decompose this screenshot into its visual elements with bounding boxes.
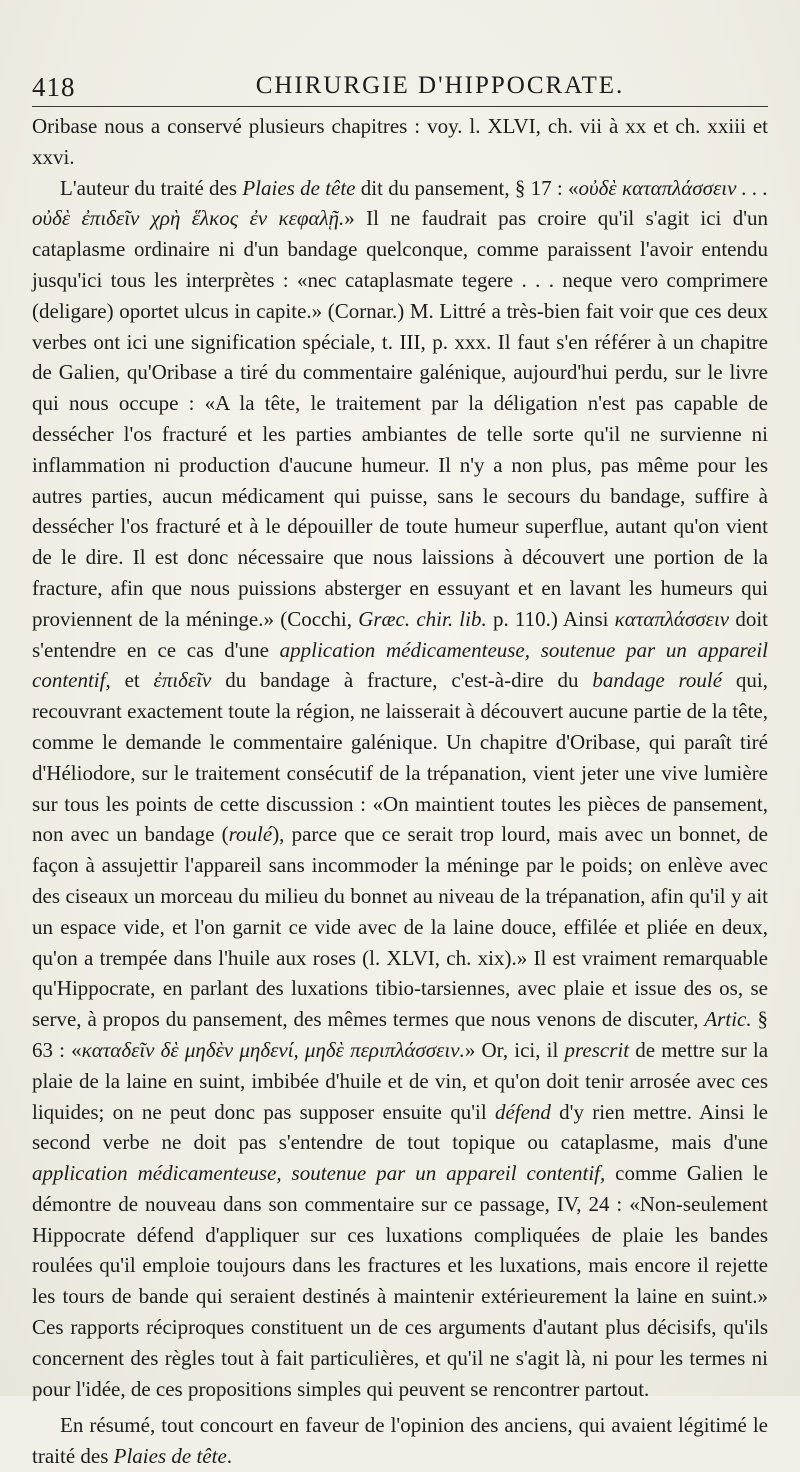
paragraph-1 xyxy=(32,111,768,173)
paragraph-2 xyxy=(32,173,768,1405)
italic-run: Græc. chir. lib. xyxy=(358,606,487,631)
italic-run: Artic. xyxy=(704,1007,752,1032)
text-run: » Il ne faudrait pas croire qu'il s'agit ici d'un cataplasme ordinaire ni d'un bandage quelconque, comme paraissent l'avoir entendu jusqu'ici tous les interprètes : «nec cataplasmate tegere . . . neque vero comprimere (deligare) oportet ulcus in capite.» (Cornar.) M. Littré a très-bien fait voir que ces deux verbes ont ici une signification spéciale, t. III, p. xxx. Il faut s'en référer à un chapitre de Galien, qu'Oribase a tiré du commentaire galénique, aujourd'hui perdu, sur le livre qui nous occupe : «A la tête, le traitement par la déligation n'est pas capable de dessécher l'os fracturé et les parties ambiantes de telle sorte qu'il ne survienne ni inflammation ni production d'aucune humeur. Il n'y a non plus, pas même pour les autres parties, aucun médicament qui puisse, sans le secours du bandage, suffire à dessécher l'os fracturé et à le dépouiller de toute humeur superflue, autant qu'on vient de le dire. Il est donc nécessaire que nous laissions à découvert une portion de la fracture, afin que nous puissions absterger en essuyant et en lavant les humeurs qui proviennent de la méninge.» (Cocchi, xyxy=(32,206,768,631)
running-title: CHIRURGIE D'HIPPOCRATE. xyxy=(255,72,625,99)
italic-run: Plaies de tête xyxy=(242,175,356,200)
italic-run: prescrit xyxy=(564,1037,630,1062)
page-number: 418 xyxy=(32,72,76,102)
italic-run: οὐδὲ καταπλάσσειν . . . οὐδὲ ἐπιδεῖν χρὴ ἕλκος ἐν κεφαλῇ. xyxy=(32,175,768,231)
text-run: et xyxy=(110,668,154,693)
text-run: comme Galien le démontre de nouveau dans son commentaire sur ce passage, IV, 24 : «Non-seulement Hippocrate défend d'appliquer sur ces luxations compliquées de plaie les bandes roulées qu'il emploie toujours dans les fractures et les luxations, mais encore il rejette les tours de bande qui seraient destinés à maintenir extérieurement la laine en suint.» Ces rapports réciproques constituent un de ces arguments d'autant plus décisifs, qu'ils concernent des règles tout à fait particulières, et qu'il ne s'agit là, ni pour les termes ni pour l'idée, de ces propositions simples qui peuvent se rencontrer partout. xyxy=(32,1161,768,1401)
text-run: doit s'entendre en ce cas d'une xyxy=(32,606,768,662)
text-run: de mettre sur la plaie de la laine en suint, imbibée d'huile et de vin, et qu'on doit tenir arrosée avec ces liquides; on ne peut donc pas supposer ensuite qu'il xyxy=(32,1037,769,1124)
text-run: qui, recouvrant exactement toute la région, ne laisserait à découvert aucune partie de la tête, comme le demande le commentaire galénique. Un chapitre d'Oribase, qui paraît tiré d'Héliodore, sur le traitement consécutif de la trépanation, vient jeter une vive lumière sur tous les points de cette discussion : «On maintient toutes les pièces de pansement, non avec un bandage ( xyxy=(32,668,768,847)
text-run: En résumé, tout concourt en faveur de l'opinion des anciens, qui avaient légitimé le traité des xyxy=(32,1413,768,1469)
text-run: L'auteur du traité des xyxy=(60,175,243,200)
italic-run: καταδεῖν δὲ μηδὲν μηδενί, μηδὲ περιπλάσσειν. xyxy=(81,1037,465,1062)
text-run: p. 110.) Ainsi xyxy=(486,606,615,631)
italic-run: roulé xyxy=(228,822,273,847)
text-run: dit du pansement, § 17 : « xyxy=(355,175,579,200)
text-run: § 63 : « xyxy=(32,1007,769,1062)
paragraph-3 xyxy=(32,1410,768,1472)
italic-run: défend xyxy=(494,1099,551,1124)
italic-run: καταπλάσσειν xyxy=(614,606,730,631)
text-run: ), parce que ce serait trop lourd, mais avec un bonnet, de façon à assujettir l'appareil sans incommoder la méninge par le poids; on enlève avec des ciseaux un morceau du milieu du bonnet au niveau de la trépanation, afin qu'il y ait un espace vide, et l'on garnit ce vide avec de la laine douce, effilée et pliée en deux, qu'on a trempée dans l'huile aux roses (l. XLVI, ch. xix).» Il est vraiment remarquable qu'Hippocrate, en parlant des luxations tibio-tarsiennes, avec plaie et issue des os, se serve, à propos du pansement, des mêmes termes que nous venons de discuter, xyxy=(32,822,768,1032)
text-run: » Or, ici, il xyxy=(464,1037,565,1062)
body-text xyxy=(32,111,768,1472)
text-run: . xyxy=(226,1444,233,1469)
italic-run: bandage roulé xyxy=(592,668,723,693)
text-run: du bandage à fracture, c'est-à-dire du xyxy=(211,668,593,693)
page-header xyxy=(32,70,768,107)
italic-run: Plaies de tête xyxy=(113,1444,227,1469)
italic-run: ἐπιδεῖν xyxy=(153,668,212,693)
italic-run: application médicamenteuse, soutenue par un appareil contentif, xyxy=(32,1161,606,1186)
italic-run: application médicamenteuse, soutenue par un appareil contentif, xyxy=(32,637,768,693)
text-run: d'y rien mettre. Ainsi le second verbe ne doit pas s'entendre de tout topique ou cataplasme, mais d'une xyxy=(32,1099,769,1155)
text-run: Oribase nous a conservé plusieurs chapitres : voy. l. XLVI, ch. vii à xx et ch. xxiii et xxvi. xyxy=(32,114,768,169)
